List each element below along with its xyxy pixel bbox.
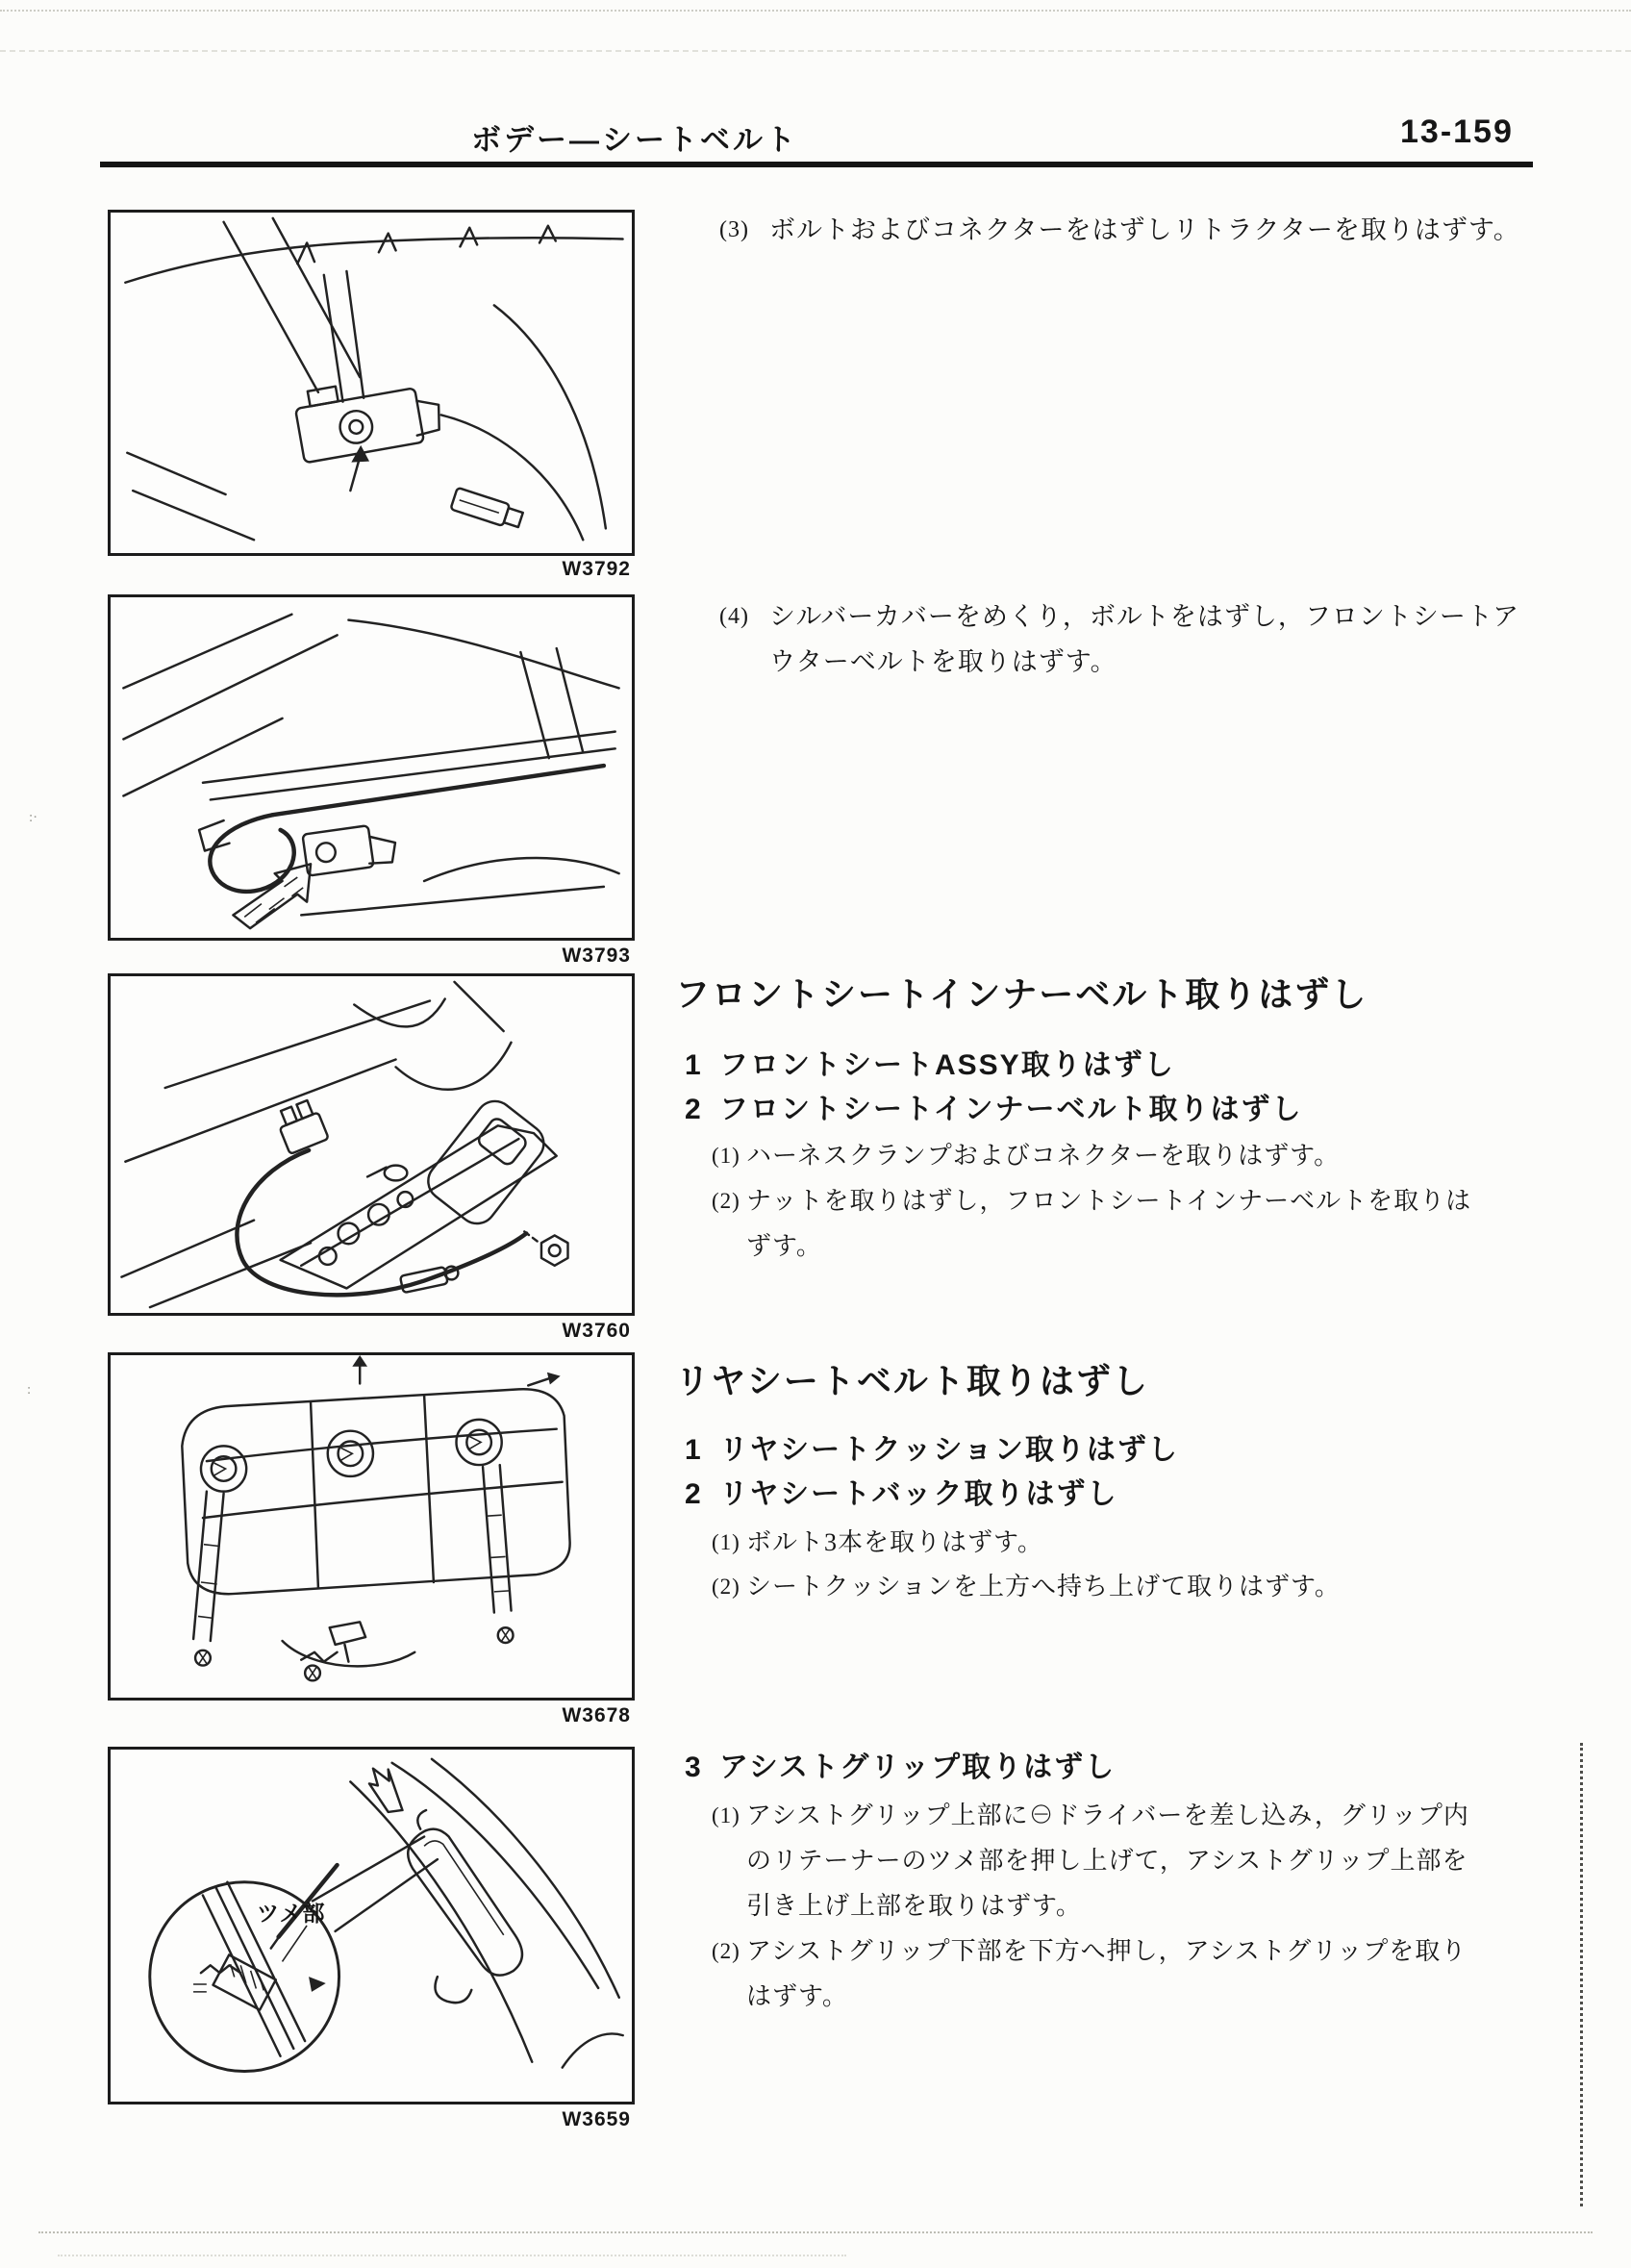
step-3: [719, 208, 1520, 253]
substep-number: (1): [712, 1530, 740, 1554]
substep-text: ボルト3本を取りはずす。: [746, 1528, 1043, 1556]
item-number: 1: [685, 1434, 703, 1466]
substep-text: アシストグリップ上部に⊖ドライバーを差し込み，グリップ内 のリテーナーのツメ部を押し上げて，アシストグリップ上部を 引き上げ上部を取りはずす。: [746, 1802, 1469, 1920]
item-number: 3: [685, 1751, 703, 1783]
figure-w3659-label: W3659: [562, 2108, 631, 2130]
scan-speck: :: [27, 1382, 32, 1398]
figure-w3792-label: W3792: [562, 558, 631, 580]
substep-text: アシストグリップ下部を下方へ押し，アシストグリップを取り はずす。: [746, 1937, 1468, 2010]
item-text: リヤシートバック取りはずし: [719, 1478, 1118, 1510]
item-number: 1: [685, 1049, 703, 1081]
substep-number: (2): [712, 1189, 740, 1213]
header-rule: [100, 162, 1533, 167]
rear-substep-2: [712, 1564, 1341, 1609]
figure-w3792: [108, 210, 635, 556]
figure-w3760-label: W3760: [562, 1320, 631, 1342]
step-text: シルバーカバーをめくり，ボルトをはずし，フロントシートア ウターベルトを取りはずす。: [769, 602, 1520, 676]
scan-noise-line: [58, 2255, 846, 2256]
step-text: ボルトおよびコネクターをはずしリトラクターを取りはずす。: [769, 215, 1520, 244]
figure-w3678-label: W3678: [562, 1704, 631, 1726]
figure-w3678-drawing: [111, 1355, 632, 1698]
page-number: 13-159: [1400, 113, 1514, 150]
figure-w3659: [108, 1747, 635, 2104]
item-number: 2: [685, 1478, 703, 1510]
step-4: [719, 594, 1519, 685]
figure-w3760: [108, 973, 635, 1316]
substep-number: (2): [712, 1939, 740, 1963]
figure-w3793-drawing: [111, 597, 632, 938]
section-heading-rear-belt: リヤシートベルト取りはずし: [675, 1361, 1149, 1400]
figure-w3792-drawing: [111, 213, 632, 553]
scan-noise-line: [38, 2231, 1593, 2233]
item-text: リヤシートクッション取りはずし: [719, 1434, 1179, 1466]
substep-number: (2): [712, 1575, 740, 1599]
scan-speck: :·: [29, 810, 38, 825]
rear-item-2: [685, 1475, 1118, 1514]
step-number: (4): [719, 604, 749, 629]
figure-w3659-annotation: ツメ部: [257, 1901, 326, 1926]
front-inner-item-1: [685, 1046, 1175, 1085]
substep-number: (1): [712, 1803, 740, 1827]
item-text: アシストグリップ取りはずし: [719, 1751, 1117, 1783]
page-header-title: ボデー―シートベルト: [471, 123, 798, 157]
figure-w3760-drawing: [111, 976, 632, 1313]
assist-grip-substep-1: [712, 1793, 1469, 1928]
item-text: フロントシートインナーベルト取りはずし: [719, 1094, 1303, 1125]
figure-w3793-label: W3793: [562, 945, 631, 967]
scan-noise-line: [0, 50, 1631, 52]
step-number: (3): [719, 217, 749, 242]
front-inner-substep-2: [712, 1178, 1471, 1269]
front-inner-item-2: [685, 1091, 1303, 1129]
item-text: フロントシートASSY取りはずし: [719, 1049, 1175, 1081]
rear-substep-1: [712, 1520, 1043, 1565]
figure-w3678: [108, 1352, 635, 1701]
substep-text: シートクッションを上方へ持ち上げて取りはずす。: [746, 1573, 1341, 1600]
rear-item-1: [685, 1431, 1179, 1470]
assist-grip-substep-2: [712, 1928, 1467, 2019]
front-inner-substep-1: [712, 1133, 1340, 1178]
scan-dotted-rule: [1580, 1743, 1583, 2206]
section-heading-front-inner-belt: フロントシートインナーベルト取りはずし: [675, 974, 1368, 1014]
substep-text: ナットを取りはずし，フロントシートインナーベルトを取りは ずす。: [746, 1187, 1472, 1260]
figure-w3659-drawing: [111, 1750, 632, 2102]
substep-number: (1): [712, 1144, 740, 1168]
rear-item-3: [685, 1749, 1116, 1787]
item-number: 2: [685, 1094, 703, 1125]
substep-text: ハーネスクランプおよびコネクターを取りはずす。: [746, 1142, 1341, 1170]
figure-w3793: [108, 594, 635, 941]
scan-noise-line: [0, 10, 1631, 12]
